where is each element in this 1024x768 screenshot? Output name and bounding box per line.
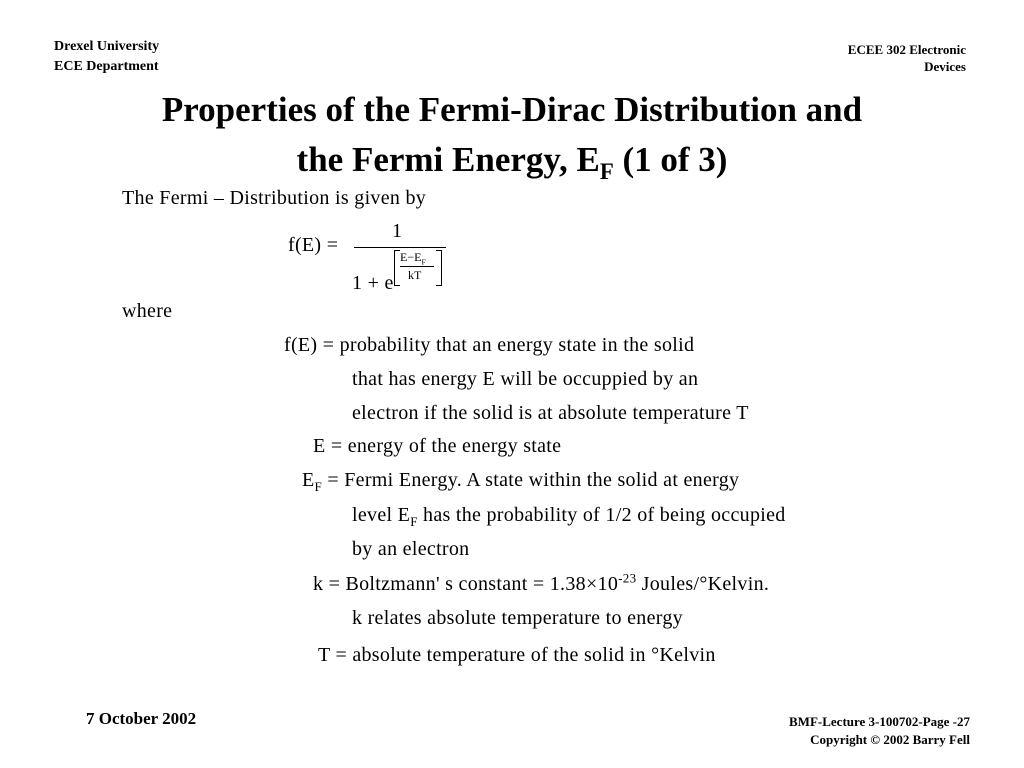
def-ef-line1: $E_F$ = Fermi Energy. A state within the solid at energy <box>302 469 740 494</box>
def-k-line1: k = Boltzmann' s constant = $1.38\times 10^{-23}$ Joules/°Kelvin. <box>313 570 770 595</box>
def-f-line2: that has energy E will be occuppied by an <box>352 368 699 390</box>
footer-copyright: Copyright © 2002 Barry Fell <box>810 732 970 747</box>
course-name-line1: ECEE 302 Electronic <box>847 42 966 57</box>
formula-denominator: 1 + e <box>352 272 394 294</box>
exponent-fraction-bar <box>400 266 434 267</box>
footer-date: 7 October 2002 <box>86 709 197 728</box>
department-name: ECE Department <box>54 59 159 74</box>
formula-numerator: 1 <box>392 220 403 242</box>
exponent-numerator: $E-E_F$ <box>400 250 426 267</box>
exponent-denominator: kT <box>408 268 422 282</box>
fraction-bar <box>354 247 446 248</box>
formula-lhs: f(E) = <box>288 234 339 256</box>
footer-page-ref: BMF-Lecture 3-100702-Page -27 <box>789 714 970 729</box>
where-label: where <box>122 300 173 322</box>
slide-title-line2: the Fermi Energy, $E_F$ (1 of 3) <box>296 140 728 184</box>
def-t-line1: T = absolute temperature of the solid in °Kelvin <box>318 644 716 666</box>
def-ef-line3: by an electron <box>352 538 470 560</box>
right-bracket <box>436 250 442 286</box>
org-name: Drexel University <box>54 39 160 54</box>
course-name-line2: Devices <box>924 59 966 74</box>
slide-title-line1: Properties of the Fermi-Dirac Distribution and <box>161 90 863 129</box>
def-e-line1: E = energy of the energy state <box>313 435 562 457</box>
def-k-line2: k relates absolute temperature to energy <box>352 607 683 629</box>
def-f-line3: electron if the solid is at absolute temperature T <box>352 402 749 424</box>
def-ef-line2: level $E_F$ has the probability of 1/2 of being occupied <box>352 504 786 529</box>
def-f-line1: f(E) = probability that an energy state in the solid <box>284 334 695 356</box>
intro-text: The Fermi – Distribution is given by <box>122 187 427 209</box>
